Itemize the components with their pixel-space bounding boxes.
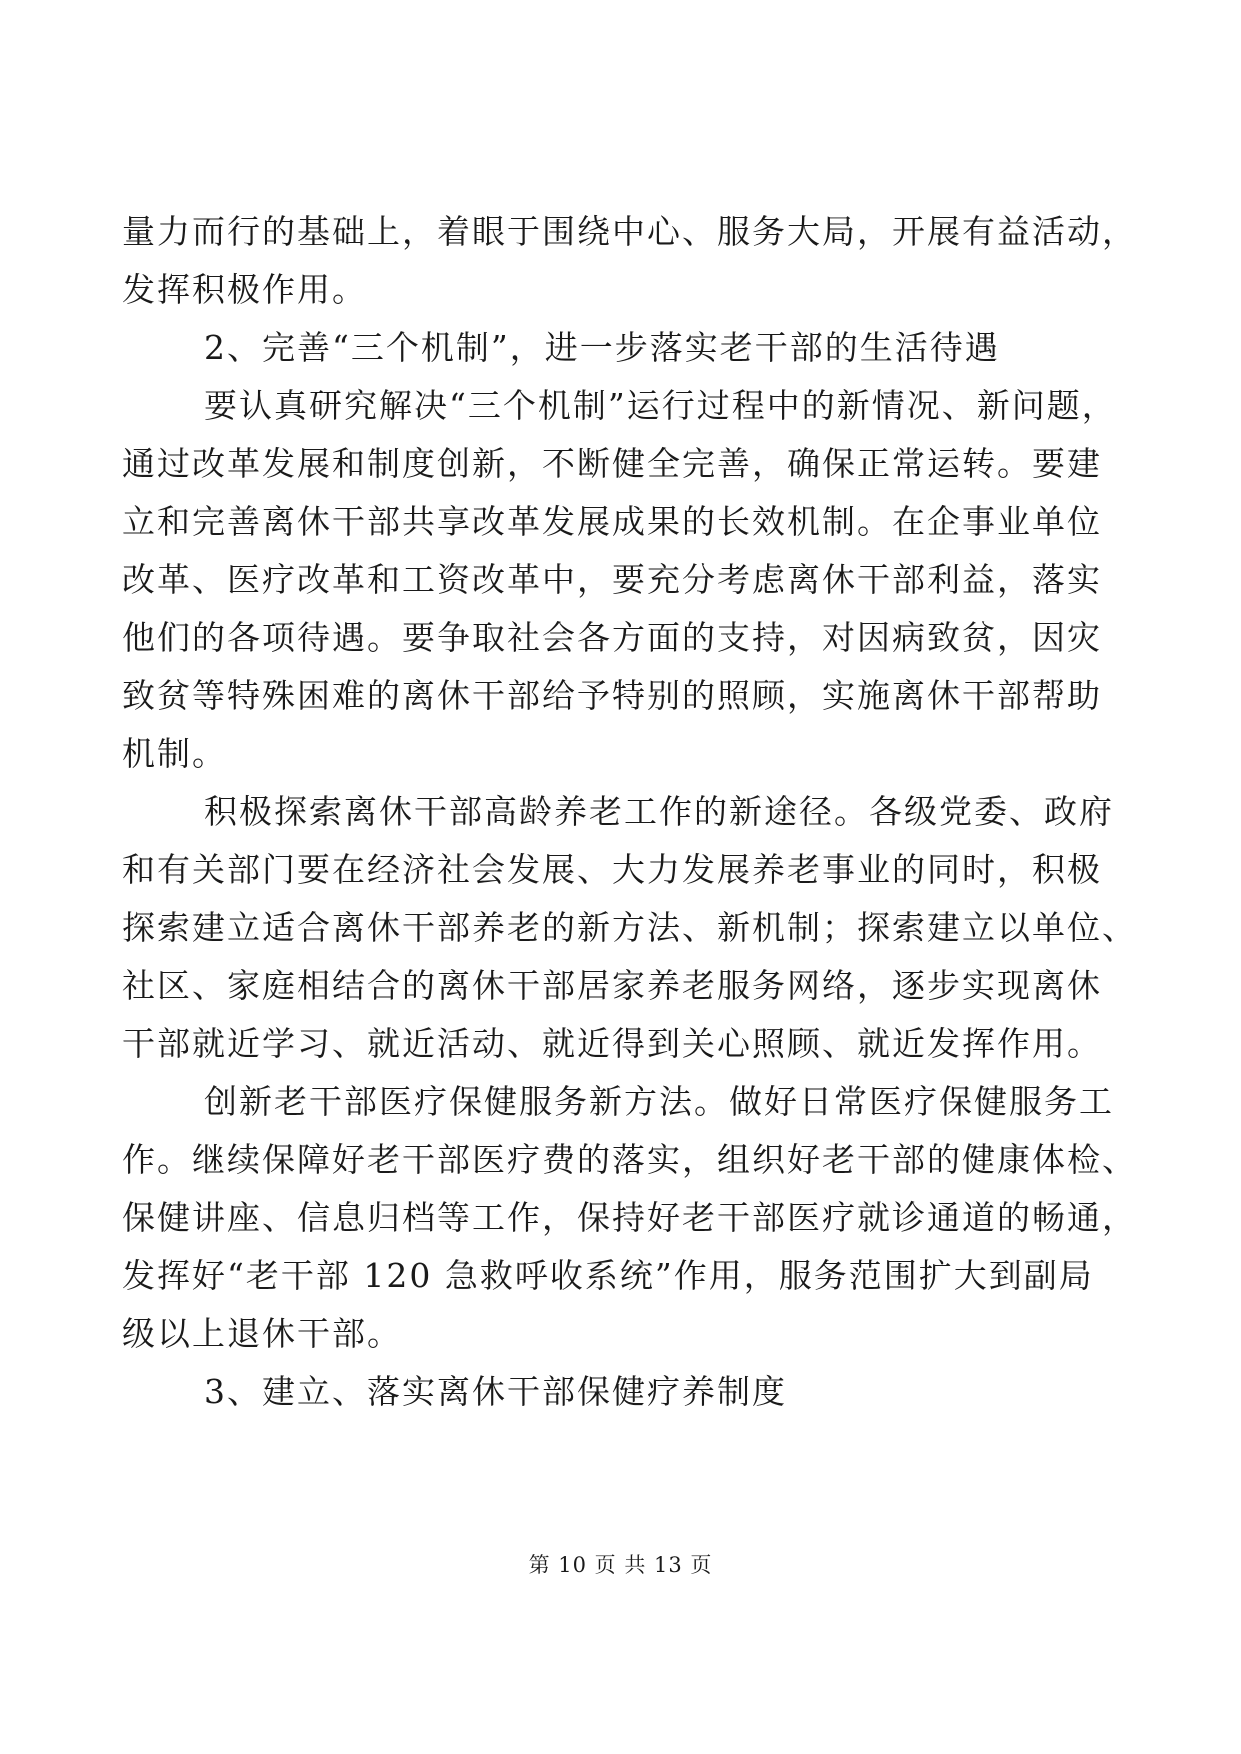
section-heading: 3、建立、落实离休干部保健疗养制度: [204, 1372, 787, 1411]
body-text-line: 干部就近学习、就近活动、就近得到关心照顾、就近发挥作用。: [122, 1024, 1102, 1063]
body-text-line: 他们的各项待遇。要争取社会各方面的支持，对因病致贫，因灾: [122, 618, 1102, 657]
body-text-line: 改革、医疗改革和工资改革中，要充分考虑离休干部利益，落实: [122, 560, 1102, 599]
body-text-line: 保健讲座、信息归档等工作，保持好老干部医疗就诊通道的畅通，: [122, 1198, 1137, 1237]
body-text-line: 级以上退休干部。: [122, 1314, 402, 1353]
body-text-line: 社区、家庭相结合的离休干部居家养老服务网络，逐步实现离休: [122, 966, 1102, 1005]
body-text-line: 机制。: [122, 734, 227, 773]
body-text-line: 探索建立适合离休干部养老的新方法、新机制；探索建立以单位、: [122, 908, 1137, 947]
body-text-line: 量力而行的基础上，着眼于围绕中心、服务大局，开展有益活动，: [122, 212, 1137, 251]
body-text-line: 发挥积极作用。: [122, 270, 367, 309]
body-text-line: 发挥好“老干部 120 急救呼收系统”作用，服务范围扩大到副局: [122, 1256, 1094, 1295]
body-text-line: 和有关部门要在经济社会发展、大力发展养老事业的同时，积极: [122, 850, 1102, 889]
body-text-line: 通过改革发展和制度创新，不断健全完善，确保正常运转。要建: [122, 444, 1102, 483]
body-text-line: 创新老干部医疗保健服务新方法。做好日常医疗保健服务工: [204, 1082, 1114, 1121]
page-number-footer: 第 10 页 共 13 页: [528, 1553, 713, 1577]
body-text-line: 积极探索离休干部高龄养老工作的新途径。各级党委、政府: [204, 792, 1114, 831]
body-text-line: 致贫等特殊困难的离休干部给予特别的照顾，实施离休干部帮助: [122, 676, 1102, 715]
body-text-line: 作。继续保障好老干部医疗费的落实，组织好老干部的健康体检、: [122, 1140, 1137, 1179]
body-text-line: 要认真研究解决“三个机制”运行过程中的新情况、新问题，: [204, 386, 1117, 425]
body-text-line: 立和完善离休干部共享改革发展成果的长效机制。在企事业单位: [122, 502, 1102, 541]
section-heading: 2、完善“三个机制”，进一步落实老干部的生活待遇: [204, 328, 1000, 367]
